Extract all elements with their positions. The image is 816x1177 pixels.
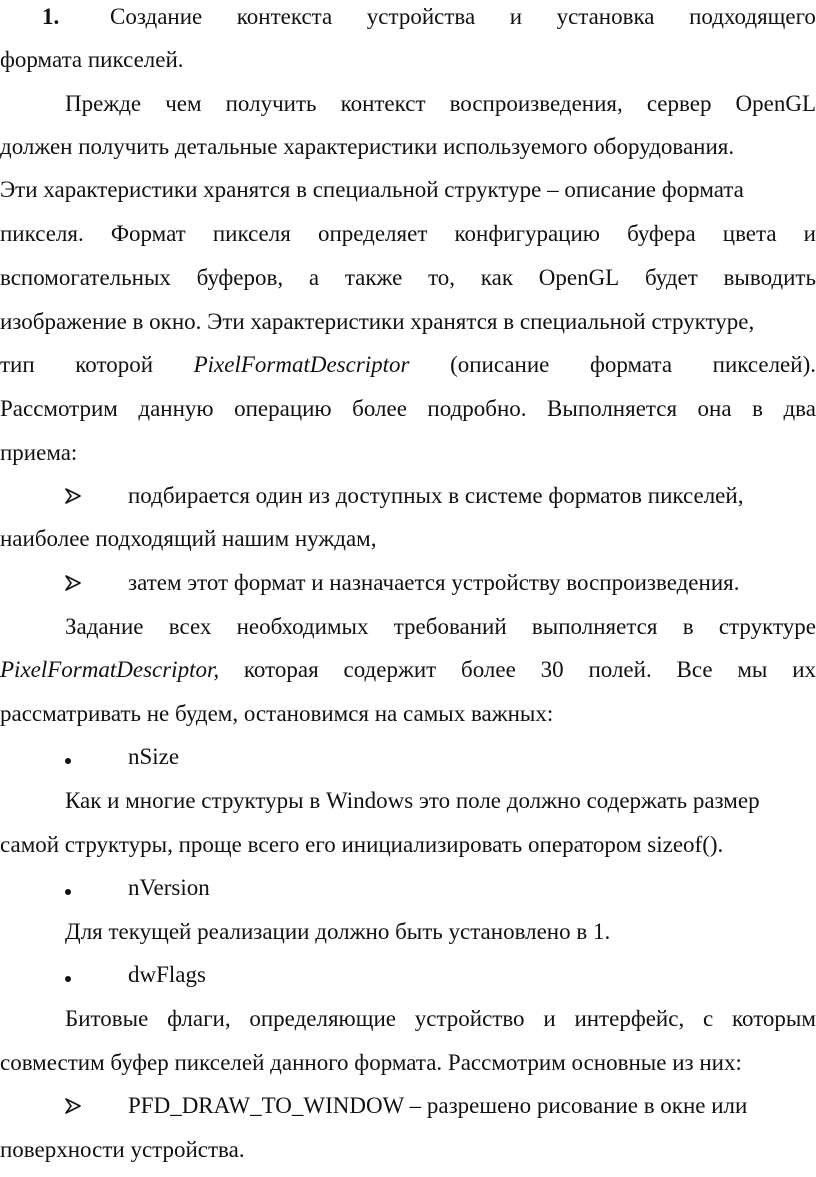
word: то, (428, 265, 456, 290)
word: подробно. (427, 396, 527, 421)
round-bullet-icon (65, 742, 95, 772)
step-item-1-cont: наиболее подходящий нашим нуждам, (0, 526, 377, 551)
word: в (752, 396, 763, 421)
para1-line-8 (0, 394, 816, 424)
word: необходимых (236, 614, 369, 639)
word: интерфейс, (574, 1006, 685, 1031)
word: Задание (65, 614, 144, 639)
round-bullet-icon (65, 873, 95, 903)
word: и (509, 4, 523, 29)
word: воспроизведения, (449, 91, 623, 116)
heading-title (110, 2, 816, 32)
field-item-nsize (0, 742, 816, 772)
word: данную (138, 396, 214, 421)
para1-line-2: должен получить детальные характеристики используемого оборудования. (0, 134, 735, 159)
heading-continuation: формата пикселей. (0, 47, 184, 72)
para1-line-7 (0, 350, 816, 380)
word: конфигурацию (454, 221, 600, 246)
word: dwFlags (128, 962, 206, 987)
word: Выполняется (547, 396, 678, 421)
field-desc: Для текущей реализации должно быть установлено в 1. (65, 919, 611, 944)
round-bullet-icon (65, 960, 95, 990)
para1-line-4 (0, 219, 816, 249)
flag-item (0, 1091, 816, 1121)
word: тип (0, 352, 35, 377)
word: и (803, 221, 816, 246)
para2-line-1 (65, 612, 816, 642)
word: более (352, 396, 407, 421)
word: как (480, 265, 514, 290)
word: буфера (627, 221, 696, 246)
word: полей. (588, 657, 652, 682)
word: установка (556, 4, 655, 29)
word: Битовые (65, 1006, 149, 1031)
para1-line-3: Эти характеристики хранятся в специальной структуре – описание формата (0, 177, 744, 202)
word: будет (644, 265, 698, 290)
word: получить (225, 91, 317, 116)
field-desc: совместим буфер пикселей данного формата. Рассмотрим основные из них: (0, 1050, 742, 1075)
flag-item-cont: поверхности устройства. (0, 1137, 245, 1162)
word: пикселя. (0, 221, 84, 246)
word: которой (75, 352, 154, 377)
word: более (461, 657, 516, 682)
heading-number: 1. (42, 4, 60, 29)
word: определяющие (249, 1006, 396, 1031)
word: также (344, 265, 403, 290)
step-item-1 (0, 481, 816, 511)
heading (0, 2, 816, 32)
word: структуре (718, 614, 816, 639)
word: формата (589, 352, 673, 377)
word: всех (168, 614, 212, 639)
word: сервер (646, 91, 712, 116)
step-item-2 (0, 568, 816, 598)
word: их (792, 657, 816, 682)
field-desc: самой структуры, проще всего его инициализировать оператором sizeof(). (0, 832, 724, 857)
word: Рассмотрим (0, 396, 118, 421)
field-desc (65, 1004, 816, 1034)
word: флаги, (167, 1006, 231, 1031)
word: контекста (236, 4, 333, 29)
word: OpenGL (735, 91, 816, 116)
word: пикселя (212, 221, 291, 246)
arrowhead-bullet-icon (65, 568, 95, 591)
word: определяет (317, 221, 428, 246)
word: nVersion (128, 875, 210, 900)
word: цвета (722, 221, 777, 246)
word: в (682, 614, 694, 639)
word: устройства (366, 4, 476, 29)
word: выводить (723, 265, 816, 290)
para2-line-3: рассматривать не будем, остановимся на самых важных: (0, 701, 554, 726)
word: с (702, 1006, 714, 1031)
word: которым (731, 1006, 816, 1031)
word: Создание (110, 4, 203, 29)
word: мы (737, 657, 768, 682)
word: 30 (540, 657, 564, 682)
word: Прежде (65, 91, 142, 116)
para1-line-1 (65, 89, 816, 119)
word: пикселей). (712, 352, 816, 377)
struct-name: PixelFormatDescriptor, (0, 657, 220, 682)
word: затем этот формат и назначается устройству воспроизведения. (128, 570, 740, 595)
word: два (783, 396, 816, 421)
word: OpenGL (538, 265, 620, 290)
para1-line-6: изображение в окно. Эти характеристики хранятся в специальной структуре, (0, 309, 755, 334)
word: nSize (128, 744, 180, 769)
word: операцию (234, 396, 332, 421)
word: буферов, (196, 265, 284, 290)
word: PFD_DRAW_TO_WINDOW – разрешено рисование в окне или (128, 1093, 748, 1118)
field-desc: Как и многие структуры в Windows это поле должно содержать размер (65, 788, 760, 813)
arrowhead-bullet-icon (65, 1091, 95, 1114)
word: устройство (414, 1006, 525, 1031)
word: и (543, 1006, 556, 1031)
para2-line-2 (0, 655, 816, 685)
field-item-dwflags (0, 960, 816, 990)
word: Все (676, 657, 713, 682)
para1-line-9: приема: (0, 440, 78, 465)
word: она (697, 396, 732, 421)
word: требований (393, 614, 507, 639)
word: содержит (343, 657, 437, 682)
word: выполняется (531, 614, 658, 639)
word: контекст (340, 91, 426, 116)
word: вспомогательных (0, 265, 171, 290)
word: подходящего (689, 4, 816, 29)
word: а (308, 265, 320, 290)
word: чем (165, 91, 202, 116)
word: которая (243, 657, 319, 682)
arrowhead-bullet-icon (65, 481, 95, 504)
field-item-nversion (0, 873, 816, 903)
struct-name: PixelFormatDescriptor (193, 352, 410, 377)
word: (описание (450, 352, 550, 377)
word: Формат (110, 221, 186, 246)
para1-line-5 (0, 263, 816, 293)
word: подбирается один из доступных в системе форматов пикселей, (128, 483, 744, 508)
